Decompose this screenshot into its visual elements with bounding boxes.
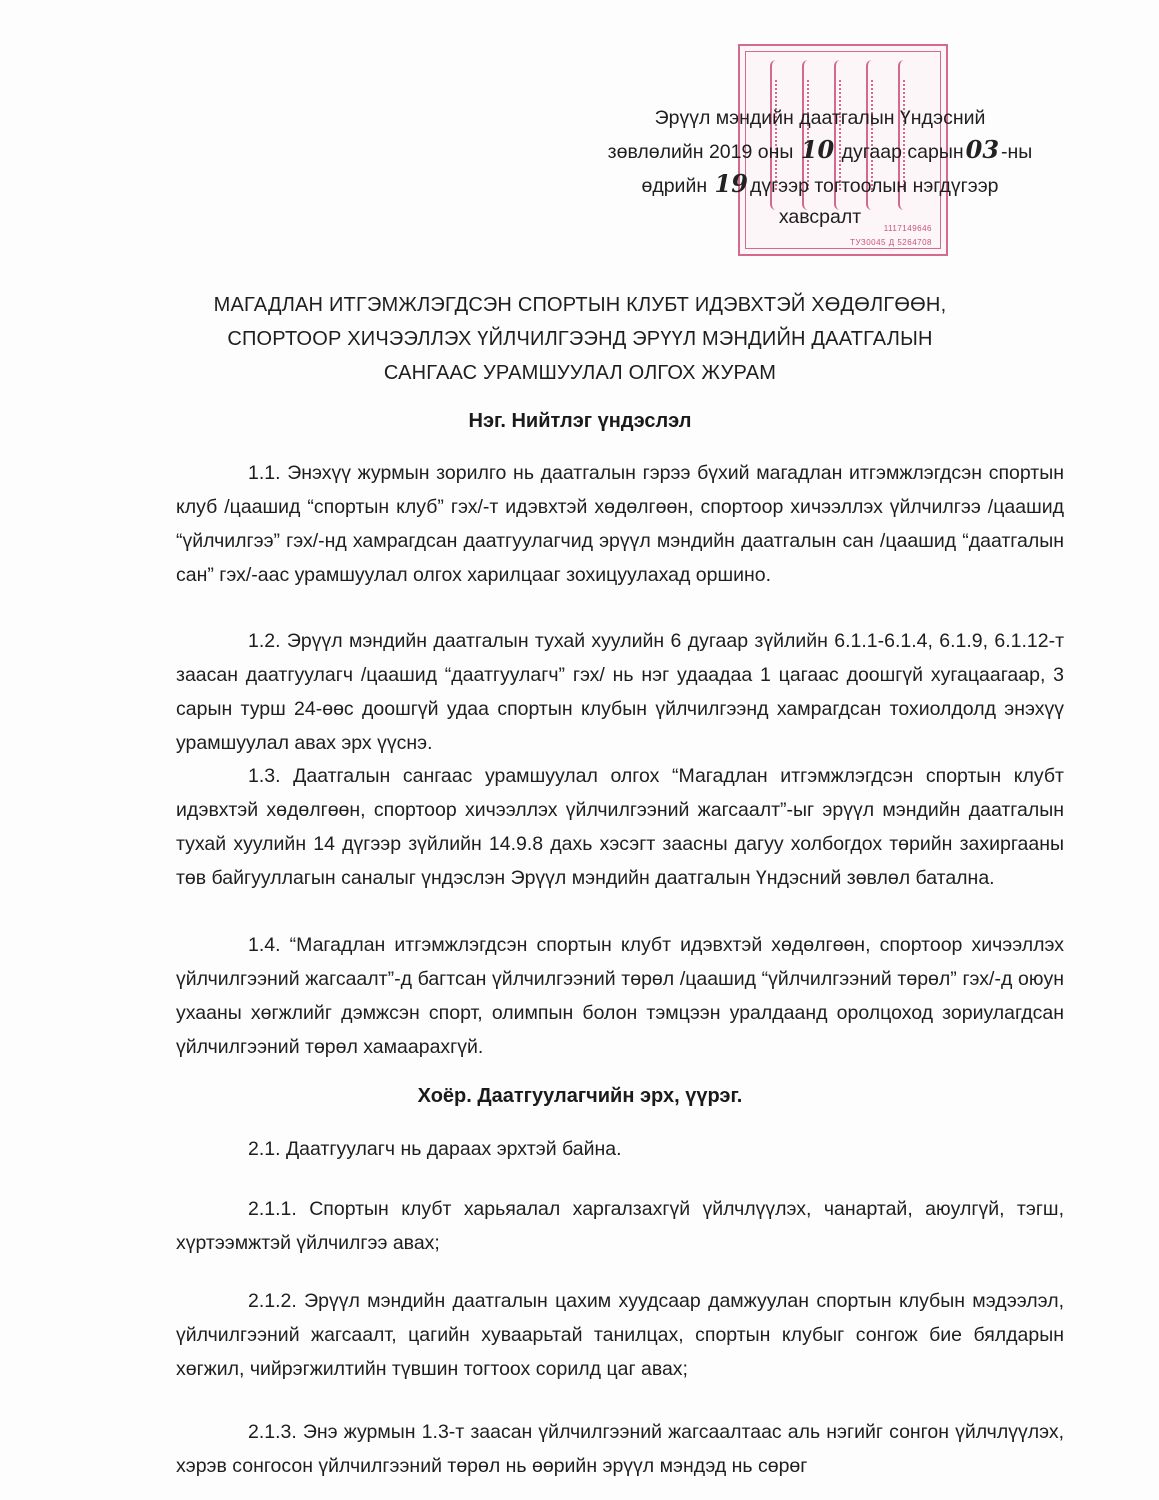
paragraph-1-4: 1.4. “Магадлан итгэмжлэгдсэн спортын клубт идэвхтэй хөдөлгөөн, спортоор хичээллэх үйлчилгээний жагсаалт”-д багтсан үйлчилгээний төрөл /цаашид “үйлчилгээний төрөл” гэх/-д оюун ухааны хөгжлийг дэмжсэн спорт, олимпын болон тэмцээн уралдаанд оролцоход зориулагдсан үйлчилгээний төрөл хамаарахгүй. bbox=[176, 934, 1064, 1058]
handwritten-day: 03 bbox=[965, 135, 1000, 164]
section-heading-2: Хоёр. Даатгуулагчийн эрх, үүрэг. bbox=[417, 1085, 743, 1107]
paragraph-2-1-2: 2.1.2. Эрүүл мэндийн даатгалын цахим хуудсаар дамжуулан спортын клубын мэдээлэл, үйлчилгээний жагсаалт, цагийн хуваарьтай танилцах, спортын клубыг сонгож бие бялдарын хөгжил, чийрэгжилтийн түвшин тогтоох сорилд цаг авах; bbox=[176, 1290, 1064, 1380]
paragraph-2-1-3: 2.1.3. Энэ журмын 1.3-т заасан үйлчилгээний жагсаалтаас аль нэгийг сонгон үйлчлүүлэх, хэрэв сонгосон үйлчилгээний төрөл нь өөрийн эрүүл мэндэд нь сөрөг bbox=[176, 1421, 1064, 1477]
annex-note-line bbox=[560, 134, 1080, 168]
title-line: СПОРТООР ХИЧЭЭЛЛЭХ ҮЙЛЧИЛГЭЭНД ЭРҮҮЛ МЭНДИЙН ДААТГАЛЫН bbox=[227, 328, 933, 350]
title-line: МАГАДЛАН ИТГЭМЖЛЭГДСЭН СПОРТЫН КЛУБТ ИДЭВХТЭЙ ХӨДӨЛГӨӨН, bbox=[213, 294, 947, 316]
title-line: САНГААС УРАМШУУЛАЛ ОЛГОХ ЖУРАМ bbox=[383, 362, 777, 384]
annex-text: дүгээр тогтоолын нэгдүгээр bbox=[749, 175, 999, 197]
paragraph-1-2: 1.2. Эрүүл мэндийн даатгалын тухай хуулийн 6 дугаар зүйлийн 6.1.1-6.1.4, 6.1.9, 6.1.12-т заасан даатгуулагч /цаашид “даатгуулагч” гэх/ нь нэг удаадаа 1 цагаас доошгүй хугацаагаар, 3 сарын турш 24-өөс доошгүй удаа спортын клубын үйлчилгээнд хамрагдсан тохиолдолд энэхүү урамшуулал авах эрх үүснэ. bbox=[176, 630, 1064, 754]
paragraph-2-1: 2.1. Даатгуулагч нь дараах эрхтэй байна. bbox=[248, 1138, 622, 1160]
stamp-registration-code: ТУЗ0045 Д 5264708 bbox=[850, 238, 932, 247]
annex-note-line: Эрүүл мэндийн даатгалын Үндэсний bbox=[654, 107, 986, 129]
paragraph-1-1: 1.1. Энэхүү журмын зорилго нь даатгалын гэрээ бүхий магадлан итгэмжлэгдсэн спортын клуб /цаашид “спортын клуб” гэх/-т идэвхтэй хөдөлгөөн, спортоор хичээллэх үйлчилгээ /цаашид “үйлчилгээ” гэх/-нд хамрагдсан даатгуулагчид эрүүл мэндийн даатгалын сан /цаашид “даатгалын сан” гэх/-аас урамшуулал олгох харилцааг зохицуулахад оршино. bbox=[176, 462, 1064, 586]
document-title bbox=[160, 288, 1000, 390]
stamp-registration-number: 1117149646 bbox=[883, 224, 932, 233]
handwritten-month: 10 bbox=[800, 135, 835, 164]
annex-text: -ны bbox=[1001, 141, 1033, 163]
annex-text: дугаар сарын bbox=[836, 141, 964, 163]
paragraph-2-1-1: 2.1.1. Спортын клубт харьяалал харгалзахгүй үйлчлүүлэх, чанартай, аюулгүй, тэгш, хүртээмжтэй үйлчилгээ авах; bbox=[176, 1198, 1064, 1254]
annex-note-line: хавсралт bbox=[778, 206, 862, 228]
annex-text: зөвлөлийн 2019 оны bbox=[607, 141, 799, 163]
annex-note-line bbox=[560, 168, 1080, 202]
paragraph-1-3: 1.3. Даатгалын сангаас урамшуулал олгох “Магадлан итгэмжлэгдсэн спортын клубт идэвхтэй хөдөлгөөн, спортоор хичээллэх үйлчилгээний жагсаалт”-ыг эрүүл мэндийн даатгалын тухай хуулийн 14 дүгээр зүйлийн 14.9.8 дахь хэсэгт заасны дагуу холбогдох төрийн захиргааны төв байгууллагын саналыг үндэслэн Эрүүл мэндийн даатгалын Үндэсний зөвлөл батална. bbox=[176, 765, 1064, 889]
handwritten-resolution-number: 19 bbox=[714, 169, 748, 198]
annex-note bbox=[560, 103, 1080, 233]
section-heading-1: Нэг. Нийтлэг үндэслэл bbox=[468, 410, 692, 432]
annex-text: өдрийн bbox=[641, 175, 713, 197]
